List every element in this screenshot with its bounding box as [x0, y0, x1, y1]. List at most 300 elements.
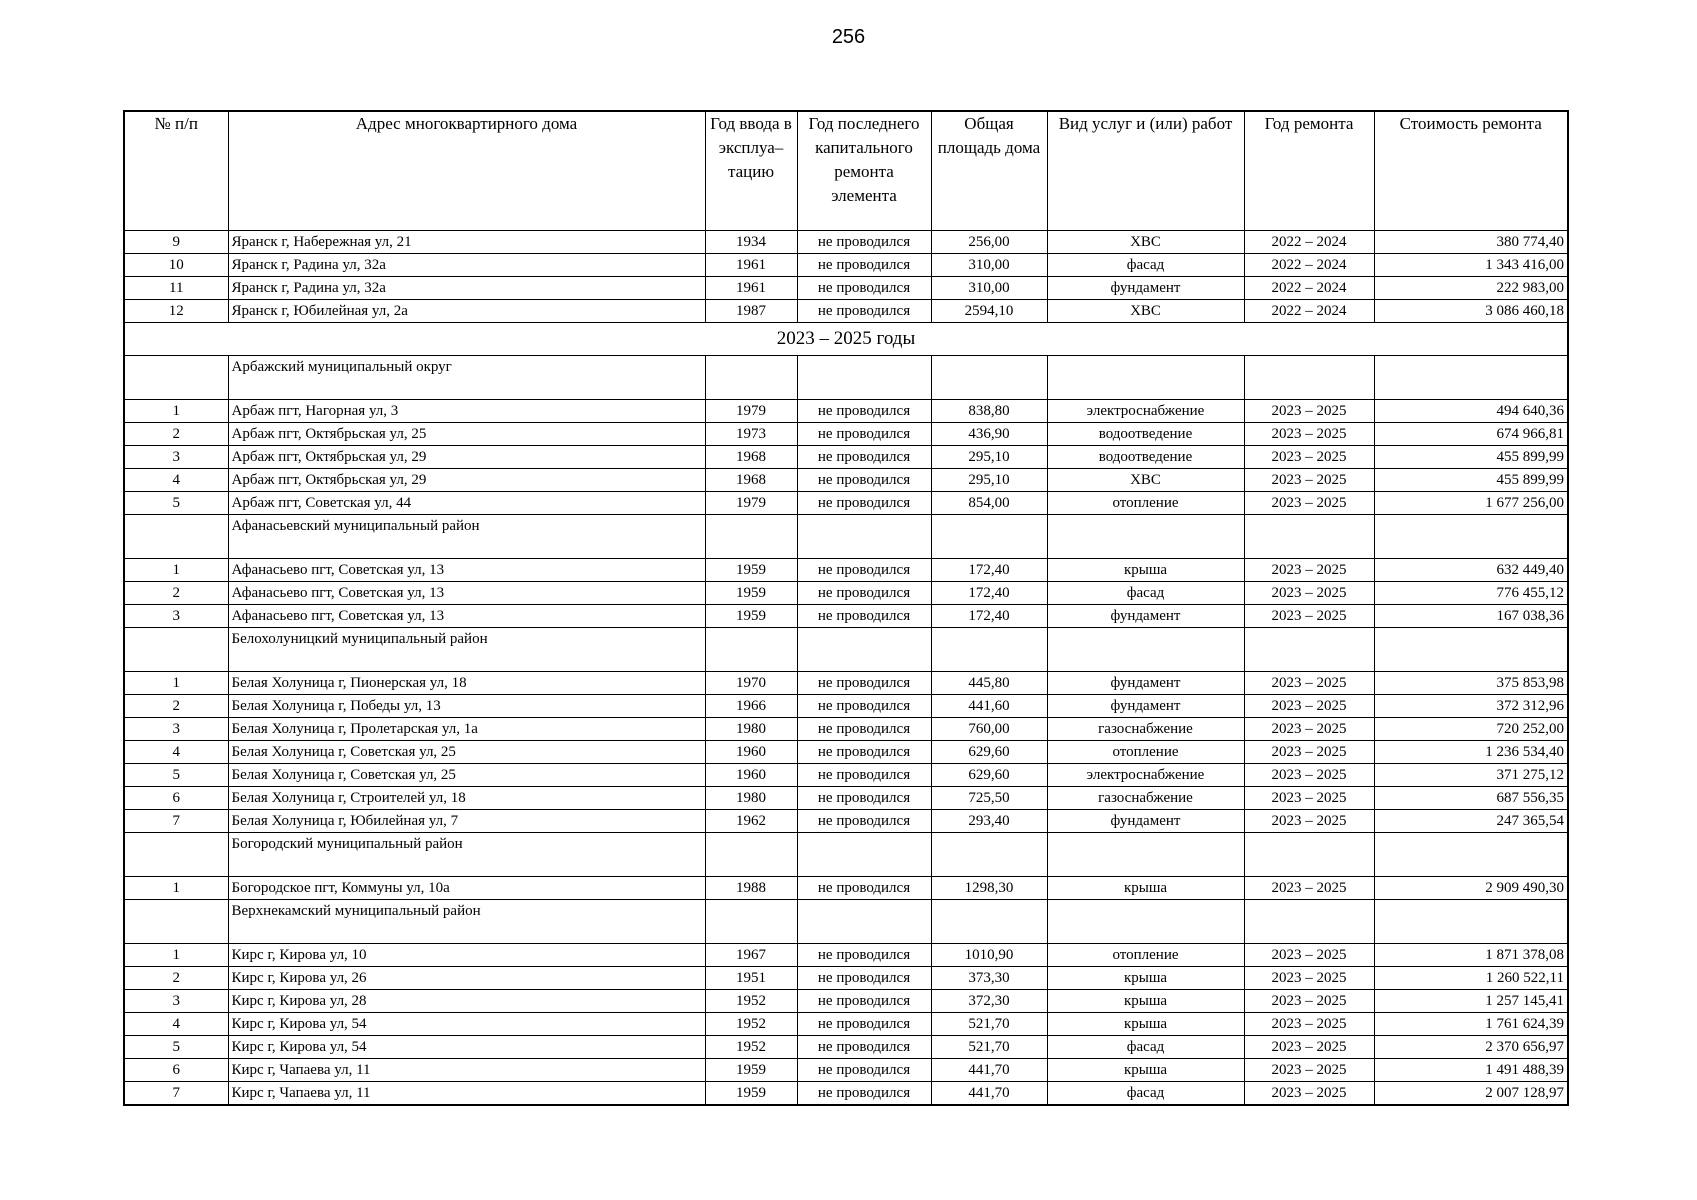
row-address: Яранск г, Юбилейная ул, 2а [228, 300, 705, 323]
district-row [124, 628, 1568, 672]
row-work-type: газоснабжение [1047, 718, 1244, 741]
row-num: 6 [124, 1059, 228, 1082]
row-num: 5 [124, 1036, 228, 1059]
row-repair-period: 2023 – 2025 [1244, 423, 1374, 446]
row-year-commission: 1968 [705, 446, 797, 469]
row-area: 310,00 [931, 254, 1047, 277]
year-group-row [124, 323, 1568, 356]
row-address: Яранск г, Радина ул, 32а [228, 254, 705, 277]
row-last-repair: не проводился [797, 718, 931, 741]
row-address: Кирс г, Кирова ул, 54 [228, 1013, 705, 1036]
empty-cell [931, 515, 1047, 559]
row-last-repair: не проводился [797, 446, 931, 469]
row-num: 3 [124, 605, 228, 628]
table-row [124, 254, 1568, 277]
row-area: 310,00 [931, 277, 1047, 300]
row-work-type: электроснабжение [1047, 764, 1244, 787]
row-area: 295,10 [931, 469, 1047, 492]
row-area: 445,80 [931, 672, 1047, 695]
row-work-type: крыша [1047, 559, 1244, 582]
row-year-commission: 1973 [705, 423, 797, 446]
row-num: 2 [124, 967, 228, 990]
table-row [124, 764, 1568, 787]
district-row [124, 515, 1568, 559]
row-last-repair: не проводился [797, 877, 931, 900]
row-repair-period: 2023 – 2025 [1244, 400, 1374, 423]
row-repair-period: 2023 – 2025 [1244, 877, 1374, 900]
row-cost: 375 853,98 [1374, 672, 1568, 695]
row-cost: 1 761 624,39 [1374, 1013, 1568, 1036]
row-num: 4 [124, 1013, 228, 1036]
empty-cell [1374, 833, 1568, 877]
row-last-repair: не проводился [797, 1036, 931, 1059]
table-row [124, 446, 1568, 469]
row-last-repair: не проводился [797, 1082, 931, 1106]
table-row [124, 300, 1568, 323]
row-year-commission: 1959 [705, 1059, 797, 1082]
header-year-commission: Год ввода в эксплуа–тацию [705, 111, 797, 231]
header-address: Адрес многоквартирного дома [228, 111, 705, 231]
row-year-commission: 1959 [705, 1082, 797, 1106]
row-last-repair: не проводился [797, 967, 931, 990]
row-address: Кирс г, Кирова ул, 28 [228, 990, 705, 1013]
empty-cell [1374, 900, 1568, 944]
row-year-commission: 1951 [705, 967, 797, 990]
row-area: 436,90 [931, 423, 1047, 446]
row-num: 7 [124, 1082, 228, 1106]
row-address: Кирс г, Кирова ул, 26 [228, 967, 705, 990]
row-num: 1 [124, 672, 228, 695]
empty-cell [797, 900, 931, 944]
row-work-type: фундамент [1047, 277, 1244, 300]
row-year-commission: 1988 [705, 877, 797, 900]
empty-cell [797, 833, 931, 877]
row-year-commission: 1952 [705, 1013, 797, 1036]
row-work-type: крыша [1047, 990, 1244, 1013]
page-number: 256 [831, 26, 866, 48]
row-repair-period: 2023 – 2025 [1244, 741, 1374, 764]
row-repair-period: 2023 – 2025 [1244, 1013, 1374, 1036]
row-last-repair: не проводился [797, 605, 931, 628]
row-work-type: крыша [1047, 877, 1244, 900]
row-address: Яранск г, Набережная ул, 21 [228, 231, 705, 254]
row-year-commission: 1959 [705, 559, 797, 582]
row-num: 2 [124, 582, 228, 605]
row-area: 293,40 [931, 810, 1047, 833]
row-address: Арбаж пгт, Нагорная ул, 3 [228, 400, 705, 423]
row-repair-period: 2023 – 2025 [1244, 1082, 1374, 1106]
row-work-type: отопление [1047, 492, 1244, 515]
row-address: Афанасьево пгт, Советская ул, 13 [228, 582, 705, 605]
row-repair-period: 2023 – 2025 [1244, 605, 1374, 628]
row-repair-period: 2023 – 2025 [1244, 787, 1374, 810]
row-repair-period: 2023 – 2025 [1244, 582, 1374, 605]
row-last-repair: не проводился [797, 300, 931, 323]
row-num: 3 [124, 446, 228, 469]
table-row [124, 582, 1568, 605]
empty-cell [797, 628, 931, 672]
empty-cell [124, 515, 228, 559]
row-last-repair: не проводился [797, 1059, 931, 1082]
row-area: 838,80 [931, 400, 1047, 423]
empty-cell [1047, 628, 1244, 672]
district-name: Верхнекамский муниципальный район [228, 900, 705, 944]
row-num: 10 [124, 254, 228, 277]
row-address: Белая Холуница г, Юбилейная ул, 7 [228, 810, 705, 833]
row-last-repair: не проводился [797, 764, 931, 787]
row-work-type: крыша [1047, 1059, 1244, 1082]
table-row [124, 605, 1568, 628]
row-last-repair: не проводился [797, 810, 931, 833]
district-name: Белохолуницкий муниципальный район [228, 628, 705, 672]
row-cost: 687 556,35 [1374, 787, 1568, 810]
empty-cell [705, 356, 797, 400]
row-area: 256,00 [931, 231, 1047, 254]
empty-cell [1047, 515, 1244, 559]
row-work-type: ХВС [1047, 469, 1244, 492]
row-cost: 1 343 416,00 [1374, 254, 1568, 277]
row-cost: 247 365,54 [1374, 810, 1568, 833]
row-cost: 455 899,99 [1374, 469, 1568, 492]
row-area: 629,60 [931, 741, 1047, 764]
row-area: 2594,10 [931, 300, 1047, 323]
row-area: 172,40 [931, 559, 1047, 582]
row-work-type: отопление [1047, 741, 1244, 764]
row-last-repair: не проводился [797, 944, 931, 967]
table-body [124, 231, 1568, 1106]
row-cost: 720 252,00 [1374, 718, 1568, 741]
empty-cell [1047, 833, 1244, 877]
empty-cell [705, 900, 797, 944]
empty-cell [931, 356, 1047, 400]
row-repair-period: 2022 – 2024 [1244, 300, 1374, 323]
table-row [124, 672, 1568, 695]
row-address: Белая Холуница г, Пионерская ул, 18 [228, 672, 705, 695]
table-row [124, 1036, 1568, 1059]
row-work-type: водоотведение [1047, 423, 1244, 446]
district-name: Богородский муниципальный район [228, 833, 705, 877]
table-row [124, 231, 1568, 254]
row-year-commission: 1980 [705, 787, 797, 810]
table-row [124, 1013, 1568, 1036]
row-repair-period: 2023 – 2025 [1244, 764, 1374, 787]
row-num: 2 [124, 423, 228, 446]
row-cost: 455 899,99 [1374, 446, 1568, 469]
row-repair-period: 2023 – 2025 [1244, 990, 1374, 1013]
row-num: 11 [124, 277, 228, 300]
row-num: 7 [124, 810, 228, 833]
row-area: 725,50 [931, 787, 1047, 810]
row-area: 521,70 [931, 1013, 1047, 1036]
row-address: Кирс г, Кирова ул, 10 [228, 944, 705, 967]
row-last-repair: не проводился [797, 695, 931, 718]
row-last-repair: не проводился [797, 469, 931, 492]
row-work-type: фундамент [1047, 695, 1244, 718]
row-repair-period: 2023 – 2025 [1244, 672, 1374, 695]
row-area: 521,70 [931, 1036, 1047, 1059]
table-row [124, 787, 1568, 810]
table-row [124, 695, 1568, 718]
table-row [124, 718, 1568, 741]
row-last-repair: не проводился [797, 231, 931, 254]
row-cost: 1 871 378,08 [1374, 944, 1568, 967]
row-repair-period: 2023 – 2025 [1244, 967, 1374, 990]
row-year-commission: 1960 [705, 741, 797, 764]
row-last-repair: не проводился [797, 492, 931, 515]
row-last-repair: не проводился [797, 741, 931, 764]
table-row [124, 277, 1568, 300]
table-row [124, 990, 1568, 1013]
row-address: Белая Холуница г, Советская ул, 25 [228, 764, 705, 787]
row-address: Афанасьево пгт, Советская ул, 13 [228, 559, 705, 582]
row-repair-period: 2023 – 2025 [1244, 446, 1374, 469]
empty-cell [1047, 356, 1244, 400]
header-last-repair: Год последнего капитального ремонта элемента [797, 111, 931, 231]
row-year-commission: 1934 [705, 231, 797, 254]
row-year-commission: 1979 [705, 400, 797, 423]
row-address: Белая Холуница г, Советская ул, 25 [228, 741, 705, 764]
row-cost: 2 007 128,97 [1374, 1082, 1568, 1106]
row-repair-period: 2022 – 2024 [1244, 231, 1374, 254]
table-row [124, 967, 1568, 990]
empty-cell [797, 515, 931, 559]
row-work-type: водоотведение [1047, 446, 1244, 469]
empty-cell [705, 628, 797, 672]
row-work-type: ХВС [1047, 231, 1244, 254]
row-work-type: фундамент [1047, 605, 1244, 628]
row-year-commission: 1962 [705, 810, 797, 833]
empty-cell [124, 833, 228, 877]
row-cost: 2 909 490,30 [1374, 877, 1568, 900]
row-repair-period: 2023 – 2025 [1244, 810, 1374, 833]
row-cost: 371 275,12 [1374, 764, 1568, 787]
row-repair-period: 2023 – 2025 [1244, 718, 1374, 741]
row-last-repair: не проводился [797, 254, 931, 277]
row-address: Белая Холуница г, Строителей ул, 18 [228, 787, 705, 810]
row-area: 441,60 [931, 695, 1047, 718]
empty-cell [1244, 833, 1374, 877]
row-area: 295,10 [931, 446, 1047, 469]
district-row [124, 900, 1568, 944]
row-last-repair: не проводился [797, 582, 931, 605]
row-address: Кирс г, Чапаева ул, 11 [228, 1082, 705, 1106]
row-year-commission: 1979 [705, 492, 797, 515]
table-row [124, 877, 1568, 900]
row-address: Арбаж пгт, Октябрьская ул, 25 [228, 423, 705, 446]
row-cost: 494 640,36 [1374, 400, 1568, 423]
row-num: 1 [124, 877, 228, 900]
row-address: Кирс г, Кирова ул, 54 [228, 1036, 705, 1059]
row-cost: 1 260 522,11 [1374, 967, 1568, 990]
row-year-commission: 1967 [705, 944, 797, 967]
row-area: 760,00 [931, 718, 1047, 741]
row-work-type: электроснабжение [1047, 400, 1244, 423]
empty-cell [705, 833, 797, 877]
row-cost: 167 038,36 [1374, 605, 1568, 628]
row-cost: 372 312,96 [1374, 695, 1568, 718]
empty-cell [1244, 628, 1374, 672]
row-repair-period: 2023 – 2025 [1244, 944, 1374, 967]
row-last-repair: не проводился [797, 672, 931, 695]
row-repair-period: 2023 – 2025 [1244, 1059, 1374, 1082]
header-area: Общая площадь дома [931, 111, 1047, 231]
row-num: 9 [124, 231, 228, 254]
repair-register-table [123, 110, 1569, 1106]
row-year-commission: 1959 [705, 582, 797, 605]
row-area: 372,30 [931, 990, 1047, 1013]
row-repair-period: 2023 – 2025 [1244, 492, 1374, 515]
row-year-commission: 1959 [705, 605, 797, 628]
row-area: 441,70 [931, 1082, 1047, 1106]
row-last-repair: не проводился [797, 1013, 931, 1036]
empty-cell [1244, 900, 1374, 944]
row-area: 854,00 [931, 492, 1047, 515]
row-year-commission: 1961 [705, 277, 797, 300]
table-row [124, 423, 1568, 446]
row-area: 172,40 [931, 582, 1047, 605]
row-year-commission: 1961 [705, 254, 797, 277]
empty-cell [705, 515, 797, 559]
row-cost: 222 983,00 [1374, 277, 1568, 300]
table-row [124, 400, 1568, 423]
row-area: 172,40 [931, 605, 1047, 628]
header-num: № п/п [124, 111, 228, 231]
row-work-type: ХВС [1047, 300, 1244, 323]
district-row [124, 356, 1568, 400]
row-cost: 632 449,40 [1374, 559, 1568, 582]
district-name: Афанасьевский муниципальный район [228, 515, 705, 559]
row-work-type: фундамент [1047, 672, 1244, 695]
row-repair-period: 2023 – 2025 [1244, 695, 1374, 718]
table-row [124, 469, 1568, 492]
row-repair-period: 2023 – 2025 [1244, 559, 1374, 582]
table-row [124, 492, 1568, 515]
row-year-commission: 1987 [705, 300, 797, 323]
row-num: 2 [124, 695, 228, 718]
row-work-type: отопление [1047, 944, 1244, 967]
row-num: 6 [124, 787, 228, 810]
row-cost: 3 086 460,18 [1374, 300, 1568, 323]
header-cost: Стоимость ремонта [1374, 111, 1568, 231]
row-num: 12 [124, 300, 228, 323]
empty-cell [931, 628, 1047, 672]
row-last-repair: не проводился [797, 559, 931, 582]
row-work-type: фасад [1047, 1036, 1244, 1059]
row-work-type: фундамент [1047, 810, 1244, 833]
row-area: 1298,30 [931, 877, 1047, 900]
row-num: 3 [124, 718, 228, 741]
row-year-commission: 1968 [705, 469, 797, 492]
row-address: Кирс г, Чапаева ул, 11 [228, 1059, 705, 1082]
row-work-type: крыша [1047, 967, 1244, 990]
empty-cell [1244, 356, 1374, 400]
row-year-commission: 1960 [705, 764, 797, 787]
district-name: Арбажский муниципальный округ [228, 356, 705, 400]
row-cost: 1 491 488,39 [1374, 1059, 1568, 1082]
empty-cell [797, 356, 931, 400]
row-year-commission: 1980 [705, 718, 797, 741]
empty-cell [931, 900, 1047, 944]
row-last-repair: не проводился [797, 277, 931, 300]
row-work-type: газоснабжение [1047, 787, 1244, 810]
row-repair-period: 2022 – 2024 [1244, 254, 1374, 277]
row-work-type: фасад [1047, 1082, 1244, 1106]
row-address: Белая Холуница г, Пролетарская ул, 1а [228, 718, 705, 741]
row-address: Арбаж пгт, Советская ул, 44 [228, 492, 705, 515]
header-repair-year: Год ремонта [1244, 111, 1374, 231]
row-cost: 1 677 256,00 [1374, 492, 1568, 515]
row-year-commission: 1970 [705, 672, 797, 695]
empty-cell [1374, 356, 1568, 400]
empty-cell [1047, 900, 1244, 944]
row-cost: 776 455,12 [1374, 582, 1568, 605]
row-area: 1010,90 [931, 944, 1047, 967]
empty-cell [124, 900, 228, 944]
table-row [124, 1059, 1568, 1082]
row-area: 629,60 [931, 764, 1047, 787]
empty-cell [1374, 515, 1568, 559]
row-year-commission: 1952 [705, 990, 797, 1013]
row-work-type: крыша [1047, 1013, 1244, 1036]
row-address: Арбаж пгт, Октябрьская ул, 29 [228, 446, 705, 469]
header-row [124, 111, 1568, 231]
row-num: 1 [124, 559, 228, 582]
row-num: 4 [124, 469, 228, 492]
row-address: Афанасьево пгт, Советская ул, 13 [228, 605, 705, 628]
row-year-commission: 1966 [705, 695, 797, 718]
empty-cell [1374, 628, 1568, 672]
row-repair-period: 2023 – 2025 [1244, 1036, 1374, 1059]
table-row [124, 741, 1568, 764]
table-row [124, 810, 1568, 833]
row-num: 1 [124, 944, 228, 967]
row-cost: 380 774,40 [1374, 231, 1568, 254]
empty-cell [124, 628, 228, 672]
row-address: Арбаж пгт, Октябрьская ул, 29 [228, 469, 705, 492]
row-address: Богородское пгт, Коммуны ул, 10а [228, 877, 705, 900]
row-cost: 1 236 534,40 [1374, 741, 1568, 764]
row-num: 5 [124, 764, 228, 787]
row-num: 1 [124, 400, 228, 423]
row-num: 4 [124, 741, 228, 764]
row-year-commission: 1952 [705, 1036, 797, 1059]
empty-cell [124, 356, 228, 400]
table-row [124, 1082, 1568, 1106]
row-work-type: фасад [1047, 582, 1244, 605]
table-row [124, 944, 1568, 967]
row-last-repair: не проводился [797, 423, 931, 446]
header-work-type: Вид услуг и (или) работ [1047, 111, 1244, 231]
row-cost: 1 257 145,41 [1374, 990, 1568, 1013]
table-row [124, 559, 1568, 582]
row-repair-period: 2022 – 2024 [1244, 277, 1374, 300]
empty-cell [931, 833, 1047, 877]
row-last-repair: не проводился [797, 400, 931, 423]
row-area: 373,30 [931, 967, 1047, 990]
row-cost: 2 370 656,97 [1374, 1036, 1568, 1059]
row-num: 3 [124, 990, 228, 1013]
row-address: Яранск г, Радина ул, 32а [228, 277, 705, 300]
row-area: 441,70 [931, 1059, 1047, 1082]
row-num: 5 [124, 492, 228, 515]
row-work-type: фасад [1047, 254, 1244, 277]
empty-cell [1244, 515, 1374, 559]
year-group-label: 2023 – 2025 годы [124, 323, 1568, 356]
district-row [124, 833, 1568, 877]
row-cost: 674 966,81 [1374, 423, 1568, 446]
row-address: Белая Холуница г, Победы ул, 13 [228, 695, 705, 718]
row-repair-period: 2023 – 2025 [1244, 469, 1374, 492]
